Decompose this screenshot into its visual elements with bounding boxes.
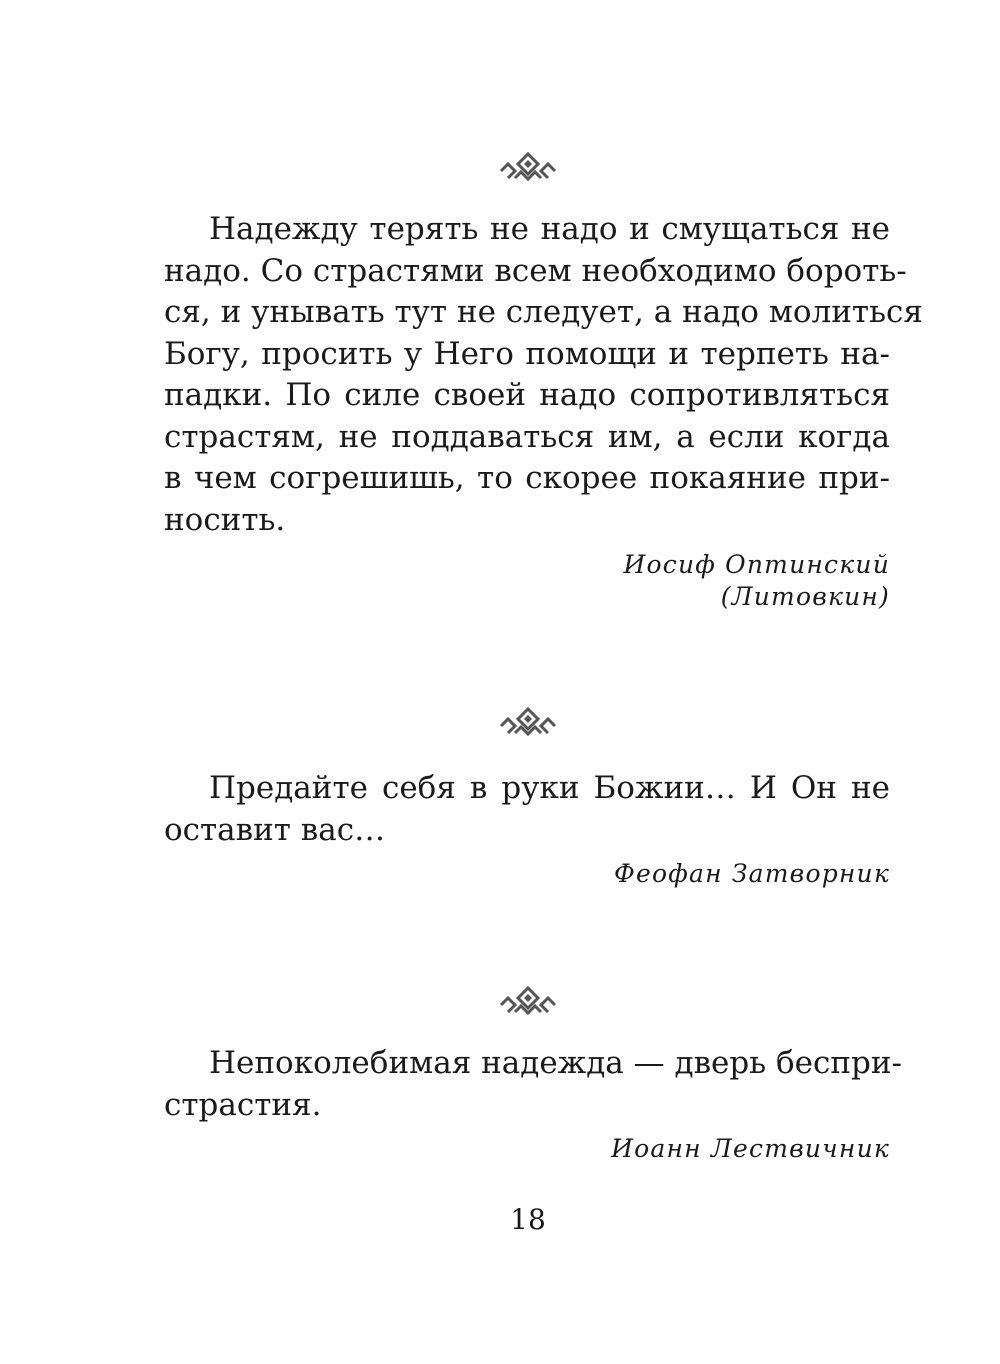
author-line: (Литовкин) xyxy=(720,582,890,611)
diamond-ornament-icon xyxy=(498,151,558,183)
quote-author-2 xyxy=(614,858,890,890)
quote-line: страстям, не поддаваться им, а если когда xyxy=(164,418,890,455)
diamond-ornament-icon xyxy=(498,706,558,738)
diamond-ornament-icon xyxy=(498,985,558,1017)
quote-line: оставит вас… xyxy=(164,811,386,848)
quote-line: надо. Со страстями всем необходимо бороть- xyxy=(164,252,907,289)
quote-line: Предайте себя в руки Божии… И Он не xyxy=(209,770,890,806)
quote-line: Надежду терять не надо и смущаться не xyxy=(209,211,890,247)
quote-author-1 xyxy=(624,549,890,613)
quote-line: ся, и унывать тут не следует, а надо молиться xyxy=(164,294,923,330)
author-line: Феофан Затворник xyxy=(614,859,890,888)
quote-line: в чем согрешишь, то скорее покаяние при- xyxy=(164,460,890,496)
quote-line: страстия. xyxy=(164,1086,322,1123)
quote-text-2 xyxy=(164,768,890,851)
author-line: Иосиф Оптинский xyxy=(623,550,890,579)
author-line: Иоанн Лествичник xyxy=(611,1134,890,1163)
quote-line: падки. По силе своей надо сопротивляться xyxy=(164,377,890,413)
quote-line: Богу, просить у Него помощи и терпеть на- xyxy=(164,335,890,372)
quote-text-3 xyxy=(164,1043,902,1126)
page-number: 18 xyxy=(510,1203,546,1236)
quote-line: носить. xyxy=(164,501,286,538)
quote-line: Непоколебимая надежда — дверь беспри- xyxy=(209,1045,902,1081)
quote-author-3 xyxy=(611,1133,890,1165)
quote-text-1 xyxy=(164,209,923,541)
